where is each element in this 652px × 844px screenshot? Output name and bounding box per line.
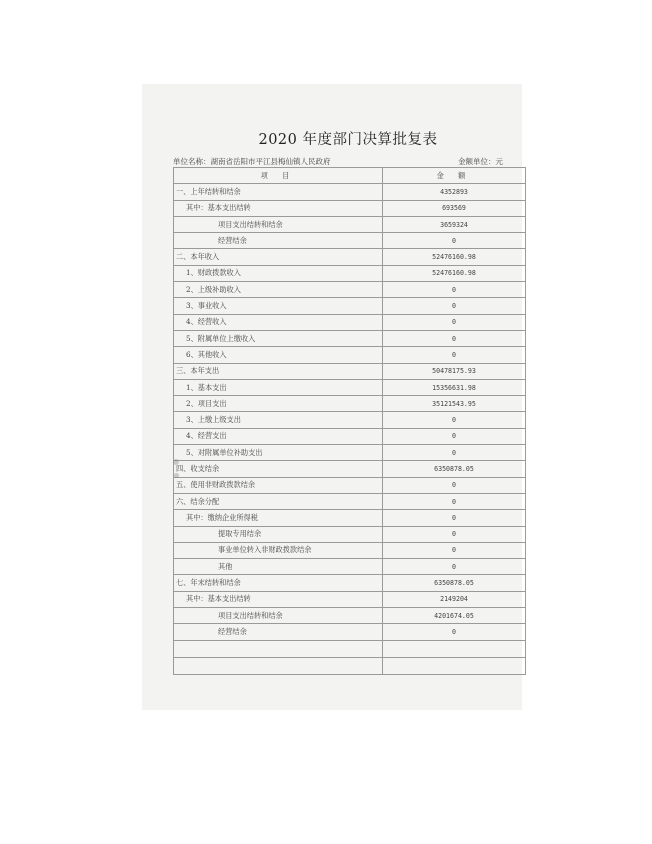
table-row <box>174 298 526 314</box>
table-row <box>174 330 526 346</box>
row-amount: 0 <box>383 412 526 428</box>
row-item: 1、基本支出 <box>174 379 383 395</box>
row-item: 事业单位转入非财政拨款结余 <box>174 542 383 558</box>
table-row <box>174 428 526 444</box>
table-row <box>174 477 526 493</box>
table-row <box>174 559 526 575</box>
row-item: 项目支出结转和结余 <box>174 608 383 624</box>
row-item: 经营结余 <box>174 233 383 249</box>
row-amount: 0 <box>383 298 526 314</box>
row-amount: 0 <box>383 233 526 249</box>
unit-name: 单位名称：湖南省岳阳市平江县梅仙镇人民政府 <box>173 157 331 166</box>
row-amount: 6350878.05 <box>383 575 526 591</box>
row-amount: 52476160.98 <box>383 249 526 265</box>
row-item: 其中：缴纳企业所得税 <box>174 510 383 526</box>
row-amount: 0 <box>383 542 526 558</box>
row-item: 2、项目支出 <box>174 396 383 412</box>
row-item: 2、上级补助收入 <box>174 282 383 298</box>
row-item: 4、经营支出 <box>174 428 383 444</box>
table-header-row <box>174 168 526 184</box>
table-row <box>174 184 526 200</box>
row-amount: 0 <box>383 510 526 526</box>
table-row <box>174 542 526 558</box>
row-amount: 52476160.98 <box>383 265 526 281</box>
scan-smudge-mark <box>174 473 179 478</box>
row-item: 1、财政拨款收入 <box>174 265 383 281</box>
row-amount: 0 <box>383 624 526 640</box>
row-item: 其中：基本支出结转 <box>174 200 383 216</box>
row-amount: 6350878.05 <box>383 461 526 477</box>
table-row <box>174 575 526 591</box>
row-amount: 0 <box>383 559 526 575</box>
row-amount: 0 <box>383 330 526 346</box>
row-item: 提取专用结余 <box>174 526 383 542</box>
empty-cell <box>174 640 383 657</box>
table-row <box>174 249 526 265</box>
table-row <box>174 461 526 477</box>
table-row <box>174 216 526 232</box>
row-item: 项目支出结转和结余 <box>174 216 383 232</box>
row-amount: 2149204 <box>383 591 526 607</box>
table-row <box>174 282 526 298</box>
table-row <box>174 510 526 526</box>
row-item: 二、本年收入 <box>174 249 383 265</box>
table-row <box>174 396 526 412</box>
row-amount: 693569 <box>383 200 526 216</box>
header-item: 项 目 <box>174 168 383 184</box>
row-item: 5、附属单位上缴收入 <box>174 330 383 346</box>
header-amount: 金 额 <box>383 168 526 184</box>
row-amount: 0 <box>383 347 526 363</box>
row-item: 3、上缴上级支出 <box>174 412 383 428</box>
currency-unit: 金额单位：元 <box>458 157 503 166</box>
table-row <box>174 265 526 281</box>
row-amount: 15356631.98 <box>383 379 526 395</box>
empty-row <box>174 640 526 657</box>
table-row <box>174 233 526 249</box>
row-amount: 0 <box>383 314 526 330</box>
row-amount: 0 <box>383 282 526 298</box>
row-item: 经营结余 <box>174 624 383 640</box>
row-item: 六、结余分配 <box>174 493 383 509</box>
row-amount: 0 <box>383 493 526 509</box>
table-row <box>174 314 526 330</box>
row-item: 三、本年支出 <box>174 363 383 379</box>
empty-row <box>174 657 526 674</box>
table-body <box>174 184 526 674</box>
row-amount: 0 <box>383 445 526 461</box>
row-amount: 0 <box>383 526 526 542</box>
table-row <box>174 200 526 216</box>
row-amount: 50478175.93 <box>383 363 526 379</box>
empty-cell <box>174 657 383 674</box>
page-title: 2020 年度部门决算批复表 <box>258 132 438 148</box>
row-amount: 0 <box>383 477 526 493</box>
empty-cell <box>383 657 526 674</box>
row-item: 五、使用非财政拨款结余 <box>174 477 383 493</box>
budget-table <box>173 167 526 675</box>
row-item: 3、事业收入 <box>174 298 383 314</box>
table-row <box>174 412 526 428</box>
row-item: 一、上年结转和结余 <box>174 184 383 200</box>
row-item: 4、经营收入 <box>174 314 383 330</box>
scan-smudge-mark <box>173 459 179 465</box>
row-item: 5、对附属单位补助支出 <box>174 445 383 461</box>
table-row <box>174 347 526 363</box>
row-item: 其中：基本支出结转 <box>174 591 383 607</box>
empty-cell <box>383 640 526 657</box>
row-item: 6、其他收入 <box>174 347 383 363</box>
row-amount: 35121543.95 <box>383 396 526 412</box>
table-row <box>174 591 526 607</box>
table-row <box>174 608 526 624</box>
table-row <box>174 445 526 461</box>
row-amount: 3659324 <box>383 216 526 232</box>
row-item: 四、收支结余 <box>174 461 383 477</box>
row-amount: 4201674.05 <box>383 608 526 624</box>
row-item: 其他 <box>174 559 383 575</box>
row-item: 七、年末结转和结余 <box>174 575 383 591</box>
table-row <box>174 363 526 379</box>
table-row <box>174 526 526 542</box>
row-amount: 4352893 <box>383 184 526 200</box>
table-row <box>174 493 526 509</box>
table-row <box>174 624 526 640</box>
table-row <box>174 379 526 395</box>
row-amount: 0 <box>383 428 526 444</box>
